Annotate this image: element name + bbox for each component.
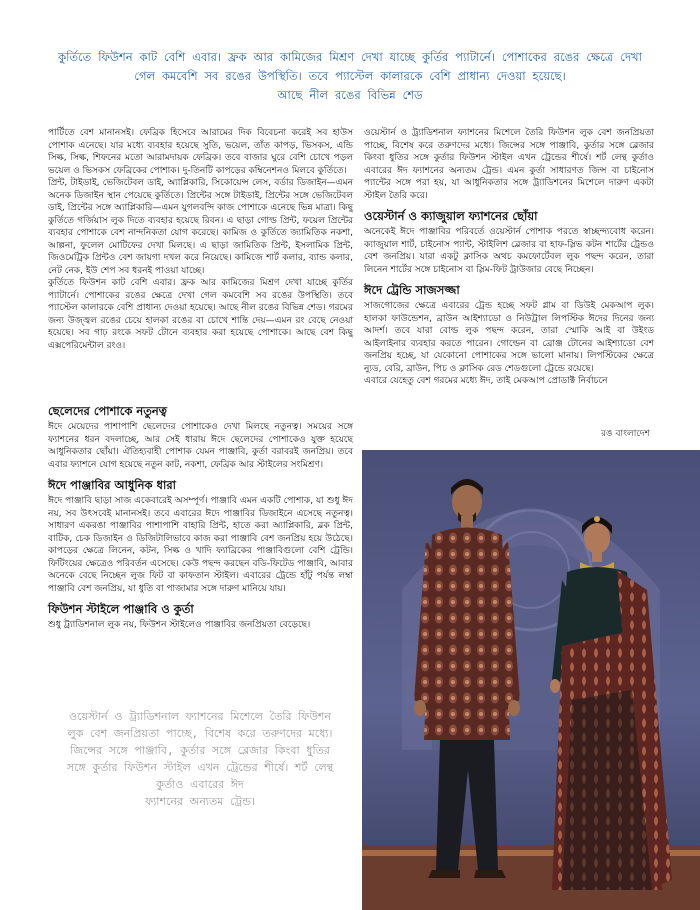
paragraph: ঈদে মেয়েদের পাশাপাশি ছেলেদের পোশাকেও দেখা মিলছে নতুনত্ব। সময়ের সঙ্গে ফ্যাশনের ধরন বদলাচ্ছে, আর সেই ধারায় ঈদে ছেলেদের পোশাকেও যুক্ত হয়েছে আধুনিকতার ছোঁয়া। ঐতিহ্যবাহী পোশাক যেমন পাঞ্জাবি, কুর্তা বরাবরই জনপ্রিয়। তবে এবার ফ্যাশনে যোগ হয়েছে নতুন কাট, নকশা, ফেব্রিক আর স্টাইলের সংমিশ্রণ।	[48, 422, 353, 470]
pull-quote-line: লুক বেশ জনপ্রিয়তা পাচ্ছে, বিশেষ করে তরুণদের মধ্যে।	[67, 727, 333, 740]
pull-quote-line: জিন্সের সঙ্গে পাঞ্জাবি, কুর্তার সঙ্গে ব্লেজার কিংবা ধুতির	[70, 744, 330, 757]
paragraph: শুধু ট্র্যাডিশনাল লুক নয়, ফিউশন স্টাইলেও পাঞ্জাবির জনপ্রিয়তা বেড়েছে।	[48, 620, 311, 630]
pull-quote-line: কুর্তিতে ফিউশন কাট বেশি এবার। ফ্রক আর কামিজের মিশ্রণ দেখা যাচ্ছে কুর্তির প্যাটার্নে। পোশাকের রঙের ক্ষেত্রে দেখা	[58, 50, 642, 64]
section-heading: ঈদে পাঞ্জাবির আধুনিক ধারা	[48, 478, 176, 492]
section-heading: ঈদে ট্রেন্ডি সাজসজ্জা	[364, 283, 460, 297]
section-heading: ফিউশন স্টাইলে পাঞ্জাবি ও কুর্তা	[48, 602, 194, 616]
pull-quote-line: গেল কমবেশি সব রঙের উপস্থিতি। তবে প্যাস্টেল কালারকে বেশি প্রাধান্য দেওয়া হয়েছে।	[134, 69, 566, 83]
left-column-bottom	[48, 404, 353, 632]
left-column-top	[48, 127, 353, 352]
fashion-photo	[362, 450, 700, 910]
photo-credit: রঙ বাংলাদেশ	[601, 429, 650, 439]
paragraph: প্রিন্ট, টাইডাই, ভেজিটেবল ডাই, অ্যাপ্লিকারি, সিকোয়েন্স লেস, বর্ডার ডিজাইন—এমন অনেক ডিজাইন স্থান পেয়েছে কুর্তিতে। প্রিন্টের সঙ্গে টাইডাই, প্রিন্টের সঙ্গে ভেজিটেবল ডাই, প্রিন্টের সঙ্গে অ্যাপ্লিকারি—এমন যুগলবন্দি কাজ পোশাকে এনেছে ভিন্ন মাত্রা। কিছু কুর্তিতে গর্জিয়াস লুক দিতে ব্যবহার হয়েছে রিবন। এ ছাড়া গোল্ড প্রিন্ট, ফয়েল প্রিন্টের ব্যবহার পোশাকে বেশ নান্দনিকতা যোগ করেছে। কামিজ ও কুর্তিতে জ্যামিতিক নকশা, আল্পনা, ফুলেল মোটিফের দেখা মিলছে। এ ছাড়া জামিতিক প্রিন্ট, ইসলামিক প্রিন্ট, জিওমেট্রিক প্রিন্টও বেশ জায়গা দখল করে নিয়েছে। কামিজে শার্ট কলার, ব্যান্ড কলার, নেট নেক, ইউ শেপ সব ধরনই পাওয়া যাচ্ছে।	[48, 178, 353, 276]
right-column-top	[364, 127, 654, 388]
pull-quote-line: আছে নীল রঙের বিভিন্ন শেড	[277, 88, 423, 102]
pull-quote-line: কুর্তাও এবারের ঈদ	[156, 778, 244, 791]
paragraph: অনেকেই ঈদে পাঞ্জাবির পরিবর্তে ওয়েস্টার্ন পোশাক পরতে স্বাচ্ছন্দ্যবোধ করেন। ক্যাজুয়াল শার্ট, চাইনোস প্যান্ট, স্টাইলিশ ব্লেজার বা হাফ-স্লিভ কটন শার্টের ট্রেন্ডও বেশ জনপ্রিয়। যারা একটু ক্লাসিক অথচ কমফোর্টেবল লুক পছন্দ করেন, তারা লিনেন শার্টের সঙ্গে চাইনোস বা স্লিম-ফিট ট্রাউজার বেছে নিচ্ছেন।	[364, 227, 654, 275]
pull-quote-line: সঙ্গে কুর্তার ফিউশন স্টাইল এখন ট্রেন্ডের শীর্ষে। শর্ট লেন্থ	[66, 761, 334, 774]
paragraph: ঈদে পাঞ্জাবি ছাড়া সাজ একেবারেই অসম্পূর্ণ। পাঞ্জাবি এমন একটি পোশাক, যা শুধু ঈদ নয়, সব উৎসবেই মানানসই। তবে এবারের ঈদে পাঞ্জাবির ডিজাইনে এসেছে নতুনত্ব। সাধারণ একরঙা পাঞ্জাবির পাশাপাশি বাহারি প্রিন্ট, হাতে করা অ্যাপ্লিকারি, ব্লক প্রিন্ট, বাটিক, চেক ডিজাইন ও ডিজিটালিভাবে কাজ করা পাঞ্জাবি বেশ জনপ্রিয় হয়ে উঠেছে। কাপড়ের ক্ষেত্রে লিনেন, কটন, সিল্ক ও খাদি ফ্যাব্রিকের পাঞ্জাবিগুলো বেশি ট্রেন্ডি। ফিটিংয়ের ক্ষেত্রেও পরিবর্তন এসেছে। কেউ পছন্দ করছেন বডি-ফিটেড পাঞ্জাবি, আবার অনেকে বেছে নিচ্ছেন লুজ ফিট বা কাফতান স্টাইল। এবারের ট্রেন্ডে হাঁটু পর্যন্ত লম্বা পাঞ্জাবি বেশ জনপ্রিয়, যা ধুতি বা পাজামার সঙ্গে দারুণ মানিয়ে যায়।	[48, 496, 353, 594]
section-heading: ওয়েস্টার্ন ও ক্যাজুয়াল ফ্যাশনের ছোঁয়া	[364, 209, 538, 223]
pull-quote-line: ওয়েস্টার্ন ও ট্র্যাডিশনাল ফ্যাশনের মিশেলে তৈরি ফিউশন	[69, 710, 331, 723]
top-pull-quote	[40, 48, 660, 105]
bottom-pull-quote	[50, 708, 350, 810]
paragraph: এবারে যেহেতু বেশ গরমের মধ্যে ঈদ, তাই মেকআপ প্রোডাক্ট নির্বাচনে	[364, 376, 608, 386]
paragraph: কুর্তিতে ফিউশন কাট বেশি এবার। ফ্রক আর কামিজের মিশ্রণ দেখা যাচ্ছে কুর্তির প্যাটার্নে। পোশাকের রঙের ক্ষেত্রে দেখা গেল কমবেশি সব রঙের উপস্থিতি। তবে প্যাস্টেল কালারকে বেশি প্রাধান্য দেওয়া হয়েছে। আছে নীল রঙের বিভিন্ন শেড। গরমের জন্য উজ্জ্বল রঙের চেয়ে হালকা রঙের বা চোখে শান্তি দেয়—এমন রং বেছে নেওয়া হয়েছে। সব গাঢ় রংকে সফট টোনে ব্যবহার করা হয়েছে পোশাকে। আছে বেশ কিছু এক্সপেরিমেন্টাল রংও।	[48, 278, 353, 351]
section-heading: ছেলেদের পোশাকে নতুনত্ব	[48, 404, 167, 418]
paragraph: পার্টিতে বেশ মানানসই। ফেব্রিক হিসেবে আরামের দিক বিবেচনা করেই সব হাউস পোশাক এনেছে। যার মধ্যে ব্যবহার হয়েছে সুতি, ভয়েল, তাঁত কাপড়, ভিসকস, এন্ডি সিল্ক, সিল্ক, শিফনের মতো আরামদায়ক ফেব্রিক। তবে বাজার ঘুরে বেশি চোখে পড়ল ভয়েল ও ভিসকস ফেব্রিকের পোশাক। দু-তিনটি কাপড়ের কম্বিনেশনও মিলবে কুর্তিতে।	[48, 128, 353, 176]
models-illustration	[362, 450, 700, 910]
paragraph: সাজগোজের ক্ষেত্রে এবারের ট্রেন্ড হচ্ছে সফট গ্লাম বা ডিউই মেকআপ লুক। হালকা ফাউন্ডেশন, ব্রাউন আইশ্যাডো ও নিউট্রাল লিপস্টিক ঈদের দিনের জন্য আদর্শ। তবে যারা বোল্ড লুক পছন্দ করেন, তারা স্মোকি আই বা উইংড আইলাইনার ব্যবহার করতে পারেন। গোল্ডেন বা ব্রোঞ্জ টোনের আইশ্যাডো বেশ জনপ্রিয় হচ্ছে, যা যেকোনো পোশাকের সঙ্গে ভালো মানায়। লিপস্টিকের ক্ষেত্রে ন্যুড, বেরি, ব্রাউন, পিচ ও ক্লাসিক রেড শেডগুলো ট্রেন্ডে রয়েছে।	[364, 301, 654, 374]
pull-quote-line: ফ্যাশনের অন্যতম ট্রেন্ড।	[145, 795, 255, 808]
paragraph: ওয়েস্টার্ন ও ট্র্যাডিশনাল ফ্যাশনের মিশেলে তৈরি ফিউশন লুক বেশ জনপ্রিয়তা পাচ্ছে, বিশেষ করে তরুণদের মধ্যে। জিন্সের সঙ্গে পাঞ্জাবি, কুর্তার সঙ্গে ব্লেজার কিংবা ধুতির সঙ্গে কুর্তার ফিউশন স্টাইল এখন ট্রেন্ডের শীর্ষে। শর্ট লেন্থ কুর্তাও এবারের ঈদ ফ্যাশনের অন্যতম ট্রেন্ড। এমন কুর্তা সাধারণত জিন্স বা চাইনোস প্যান্টের সঙ্গে পরা হয়, যা আধুনিকতার সঙ্গে ট্র্যাডিশনের মিশেলে দারুণ একটা স্টাইল তৈরি করে।	[364, 128, 654, 201]
